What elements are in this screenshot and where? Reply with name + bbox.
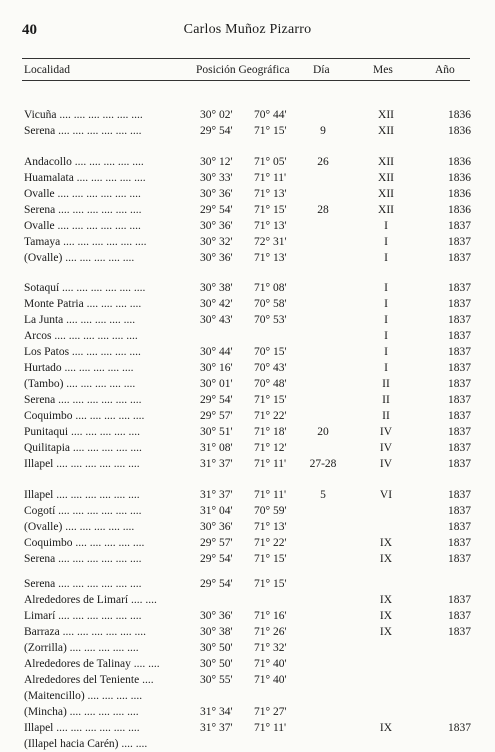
- cell-localidad: Illapel .... .... .... .... .... ....: [24, 489, 140, 501]
- cell-ano: 1837: [448, 298, 471, 310]
- table-row: [0, 488, 495, 503]
- table-row: [0, 108, 495, 123]
- cell-latitude: 29° 54': [200, 578, 233, 590]
- cell-mes: IV: [379, 426, 393, 438]
- cell-longitude: 71° 18': [254, 426, 287, 438]
- cell-localidad: Serena .... .... .... .... .... ....: [24, 578, 142, 590]
- cell-localidad: Tamaya .... .... .... .... .... ....: [24, 236, 147, 248]
- cell-latitude: 30° 33': [200, 172, 233, 184]
- table-row: [0, 377, 495, 392]
- cell-localidad: (Ovalle) .... .... .... .... ....: [24, 252, 135, 264]
- cell-ano: 1836: [448, 204, 471, 216]
- cell-ano: 1837: [448, 489, 471, 501]
- cell-latitude: 31° 37': [200, 489, 233, 501]
- table-row: [0, 625, 495, 640]
- cell-latitude: 29° 57': [200, 410, 233, 422]
- cell-ano: 1837: [448, 537, 471, 549]
- cell-latitude: 29° 54': [200, 125, 233, 137]
- table-row: [0, 171, 495, 186]
- table-row: [0, 657, 495, 672]
- cell-localidad: Alrededores del Teniente ....: [24, 674, 154, 686]
- cell-longitude: 71° 11': [254, 172, 287, 184]
- cell-mes: XII: [378, 172, 394, 184]
- table-row: [0, 345, 495, 360]
- cell-localidad: (Ovalle) .... .... .... .... ....: [24, 521, 135, 533]
- cell-ano: 1837: [448, 220, 471, 232]
- table-row: [0, 673, 495, 688]
- cell-mes: I: [384, 252, 388, 264]
- table-row: [0, 297, 495, 312]
- cell-mes: IX: [379, 610, 393, 622]
- cell-localidad: Serena .... .... .... .... .... ....: [24, 394, 142, 406]
- cell-mes: I: [384, 220, 388, 232]
- cell-localidad: Serena .... .... .... .... .... ....: [24, 125, 142, 137]
- table-row: [0, 441, 495, 456]
- cell-ano: 1836: [448, 109, 471, 121]
- cell-mes: IX: [379, 722, 393, 734]
- cell-localidad: (Illapel hacia Carén) .... ....: [24, 738, 148, 750]
- cell-ano: 1837: [448, 722, 471, 734]
- cell-latitude: 30° 36': [200, 220, 233, 232]
- cell-localidad: (Tambo) .... .... .... .... ....: [24, 378, 136, 390]
- cell-ano: 1837: [448, 594, 471, 606]
- cell-longitude: 70° 53': [254, 314, 287, 326]
- table-row: [0, 577, 495, 592]
- column-header-localidad: Localidad: [24, 64, 70, 76]
- cell-dia: 20: [317, 426, 329, 438]
- cell-localidad: Serena .... .... .... .... .... ....: [24, 553, 142, 565]
- cell-mes: VI: [379, 489, 393, 501]
- table-row: [0, 721, 495, 736]
- cell-longitude: 71° 22': [254, 537, 287, 549]
- cell-latitude: 30° 36': [200, 188, 233, 200]
- cell-longitude: 71° 11': [254, 489, 287, 501]
- cell-latitude: 30° 38': [200, 626, 233, 638]
- cell-dia: 27-28: [309, 458, 337, 470]
- cell-localidad: Serena .... .... .... .... .... ....: [24, 204, 142, 216]
- cell-longitude: 72° 31': [254, 236, 287, 248]
- cell-dia: 26: [317, 156, 329, 168]
- cell-longitude: 71° 13': [254, 220, 287, 232]
- cell-localidad: Huamalata .... .... .... .... ....: [24, 172, 146, 184]
- cell-localidad: Sotaquí .... .... .... .... .... ....: [24, 282, 146, 294]
- cell-longitude: 71° 22': [254, 410, 287, 422]
- cell-longitude: 71° 13': [254, 521, 287, 533]
- cell-longitude: 70° 59': [254, 505, 287, 517]
- cell-mes: I: [384, 314, 388, 326]
- cell-localidad: Coquimbo .... .... .... .... ....: [24, 537, 145, 549]
- column-header-dia: Día: [313, 64, 330, 76]
- cell-latitude: 29° 54': [200, 553, 233, 565]
- cell-longitude: 71° 05': [254, 156, 287, 168]
- page-number: 40: [22, 22, 37, 38]
- cell-longitude: 70° 43': [254, 362, 287, 374]
- cell-mes: I: [384, 362, 388, 374]
- cell-longitude: 71° 15': [254, 204, 287, 216]
- table-row: [0, 552, 495, 567]
- cell-localidad: Los Patos .... .... .... .... ....: [24, 346, 141, 358]
- cell-localidad: Andacollo .... .... .... .... ....: [24, 156, 144, 168]
- cell-longitude: 71° 15': [254, 578, 287, 590]
- cell-mes: XII: [378, 109, 394, 121]
- cell-latitude: 30° 12': [200, 156, 233, 168]
- cell-ano: 1837: [448, 236, 471, 248]
- table-row: [0, 124, 495, 139]
- cell-dia: 5: [320, 489, 326, 501]
- cell-latitude: 30° 02': [200, 109, 233, 121]
- cell-ano: 1836: [448, 125, 471, 137]
- cell-ano: 1837: [448, 346, 471, 358]
- cell-latitude: 30° 01': [200, 378, 233, 390]
- table-row: [0, 361, 495, 376]
- cell-ano: 1837: [448, 330, 471, 342]
- cell-mes: II: [382, 394, 390, 406]
- cell-longitude: 71° 40': [254, 658, 287, 670]
- cell-mes: XII: [378, 125, 394, 137]
- table-row: [0, 536, 495, 551]
- cell-longitude: 70° 48': [254, 378, 287, 390]
- cell-localidad: La Junta .... .... .... .... ....: [24, 314, 136, 326]
- cell-latitude: 29° 54': [200, 394, 233, 406]
- cell-dia: 9: [320, 125, 326, 137]
- table-row: [0, 155, 495, 170]
- cell-mes: IV: [379, 442, 393, 454]
- cell-latitude: 31° 08': [200, 442, 233, 454]
- cell-longitude: 71° 13': [254, 188, 287, 200]
- cell-longitude: 71° 40': [254, 674, 287, 686]
- cell-ano: 1836: [448, 156, 471, 168]
- cell-ano: 1837: [448, 426, 471, 438]
- cell-localidad: Ovalle .... .... .... .... .... ....: [24, 188, 141, 200]
- cell-localidad: Barraza .... .... .... .... .... ....: [24, 626, 146, 638]
- cell-ano: 1837: [448, 394, 471, 406]
- cell-longitude: 71° 11': [254, 458, 287, 470]
- cell-latitude: 30° 36': [200, 521, 233, 533]
- cell-longitude: 71° 08': [254, 282, 287, 294]
- cell-latitude: 31° 04': [200, 505, 233, 517]
- cell-longitude: 71° 15': [254, 125, 287, 137]
- cell-localidad: Coquimbo .... .... .... .... ....: [24, 410, 145, 422]
- cell-longitude: 71° 15': [254, 553, 287, 565]
- table-row: [0, 705, 495, 720]
- cell-localidad: Cogotí .... .... .... .... .... ....: [24, 505, 142, 517]
- cell-mes: IX: [379, 537, 393, 549]
- cell-longitude: 71° 27': [254, 706, 287, 718]
- table-row: [0, 457, 495, 472]
- cell-longitude: 71° 15': [254, 394, 287, 406]
- cell-localidad: Alrededores de Limarí .... ....: [24, 594, 157, 606]
- cell-mes: IV: [379, 458, 393, 470]
- table-row: [0, 409, 495, 424]
- table-row: [0, 329, 495, 344]
- table-row: [0, 393, 495, 408]
- cell-mes: I: [384, 330, 388, 342]
- cell-longitude: 70° 58': [254, 298, 287, 310]
- cell-ano: 1837: [448, 610, 471, 622]
- cell-latitude: 30° 51': [200, 426, 233, 438]
- table-row: [0, 313, 495, 328]
- cell-mes: I: [384, 236, 388, 248]
- cell-mes: I: [384, 346, 388, 358]
- cell-mes: IX: [379, 553, 393, 565]
- table-row: [0, 641, 495, 656]
- cell-mes: XII: [378, 188, 394, 200]
- cell-ano: 1837: [448, 362, 471, 374]
- cell-mes: I: [384, 298, 388, 310]
- cell-mes: XII: [378, 204, 394, 216]
- cell-longitude: 70° 44': [254, 109, 287, 121]
- cell-longitude: 71° 11': [254, 722, 287, 734]
- cell-ano: 1837: [448, 252, 471, 264]
- cell-latitude: 29° 54': [200, 204, 233, 216]
- cell-ano: 1837: [448, 626, 471, 638]
- cell-longitude: 71° 16': [254, 610, 287, 622]
- running-head: Carlos Muñoz Pizarro: [183, 22, 312, 37]
- cell-localidad: Illapel .... .... .... .... .... ....: [24, 722, 140, 734]
- table-row: [0, 609, 495, 624]
- cell-longitude: 71° 26': [254, 626, 287, 638]
- table-row: [0, 737, 495, 752]
- cell-ano: 1836: [448, 188, 471, 200]
- cell-localidad: Arcos .... .... .... .... .... ....: [24, 330, 138, 342]
- table-row: [0, 281, 495, 296]
- table-row: [0, 251, 495, 266]
- cell-dia: 28: [317, 204, 329, 216]
- cell-localidad: Hurtado .... .... .... .... ....: [24, 362, 134, 374]
- cell-latitude: 30° 50': [200, 642, 233, 654]
- cell-ano: 1837: [448, 378, 471, 390]
- cell-longitude: 71° 32': [254, 642, 287, 654]
- column-header-ano: Año: [435, 64, 455, 76]
- cell-ano: 1837: [448, 505, 471, 517]
- cell-latitude: 30° 36': [200, 610, 233, 622]
- cell-ano: 1837: [448, 553, 471, 565]
- cell-latitude: 30° 44': [200, 346, 233, 358]
- cell-latitude: 30° 16': [200, 362, 233, 374]
- cell-localidad: Quilitapia .... .... .... .... ....: [24, 442, 142, 454]
- cell-localidad: (Maitencillo) .... .... .... ....: [24, 690, 143, 702]
- cell-ano: 1837: [448, 410, 471, 422]
- cell-latitude: 30° 36': [200, 252, 233, 264]
- cell-latitude: 30° 38': [200, 282, 233, 294]
- table-row: [0, 593, 495, 608]
- cell-longitude: 70° 15': [254, 346, 287, 358]
- cell-mes: IX: [379, 594, 393, 606]
- cell-localidad: Vicuña .... .... .... .... .... ....: [24, 109, 143, 121]
- table-row: [0, 219, 495, 234]
- cell-latitude: 30° 55': [200, 674, 233, 686]
- cell-localidad: (Zorrilla) .... .... .... .... ....: [24, 642, 139, 654]
- cell-ano: 1837: [448, 314, 471, 326]
- cell-localidad: Punitaqui .... .... .... .... ....: [24, 426, 140, 438]
- cell-mes: XII: [378, 156, 394, 168]
- column-header-mes: Mes: [373, 64, 393, 76]
- cell-mes: II: [382, 410, 390, 422]
- cell-latitude: 29° 57': [200, 537, 233, 549]
- table-row: [0, 504, 495, 519]
- cell-localidad: Ovalle .... .... .... .... .... ....: [24, 220, 141, 232]
- cell-ano: 1837: [448, 442, 471, 454]
- cell-mes: I: [384, 282, 388, 294]
- cell-longitude: 71° 13': [254, 252, 287, 264]
- cell-mes: IX: [379, 626, 393, 638]
- cell-latitude: 31° 34': [200, 706, 233, 718]
- cell-latitude: 31° 37': [200, 458, 233, 470]
- table-row: [0, 425, 495, 440]
- cell-ano: 1837: [448, 282, 471, 294]
- cell-ano: 1837: [448, 521, 471, 533]
- cell-localidad: Limarí .... .... .... .... .... ....: [24, 610, 142, 622]
- cell-localidad: Alrededores de Talinay .... ....: [24, 658, 160, 670]
- cell-latitude: 30° 43': [200, 314, 233, 326]
- cell-latitude: 30° 42': [200, 298, 233, 310]
- table-row: [0, 203, 495, 218]
- cell-longitude: 71° 12': [254, 442, 287, 454]
- cell-latitude: 31° 37': [200, 722, 233, 734]
- table-row: [0, 520, 495, 535]
- cell-localidad: Monte Patria .... .... .... ....: [24, 298, 142, 310]
- cell-ano: 1837: [448, 458, 471, 470]
- table-row: [0, 187, 495, 202]
- cell-latitude: 30° 32': [200, 236, 233, 248]
- cell-latitude: 30° 50': [200, 658, 233, 670]
- cell-mes: II: [382, 378, 390, 390]
- table-row: [0, 689, 495, 704]
- cell-localidad: Illapel .... .... .... .... .... ....: [24, 458, 140, 470]
- column-header-posicion: Posición Geográfica: [196, 64, 290, 76]
- cell-ano: 1836: [448, 172, 471, 184]
- cell-localidad: (Mincha) .... .... .... .... ....: [24, 706, 139, 718]
- table-row: [0, 235, 495, 250]
